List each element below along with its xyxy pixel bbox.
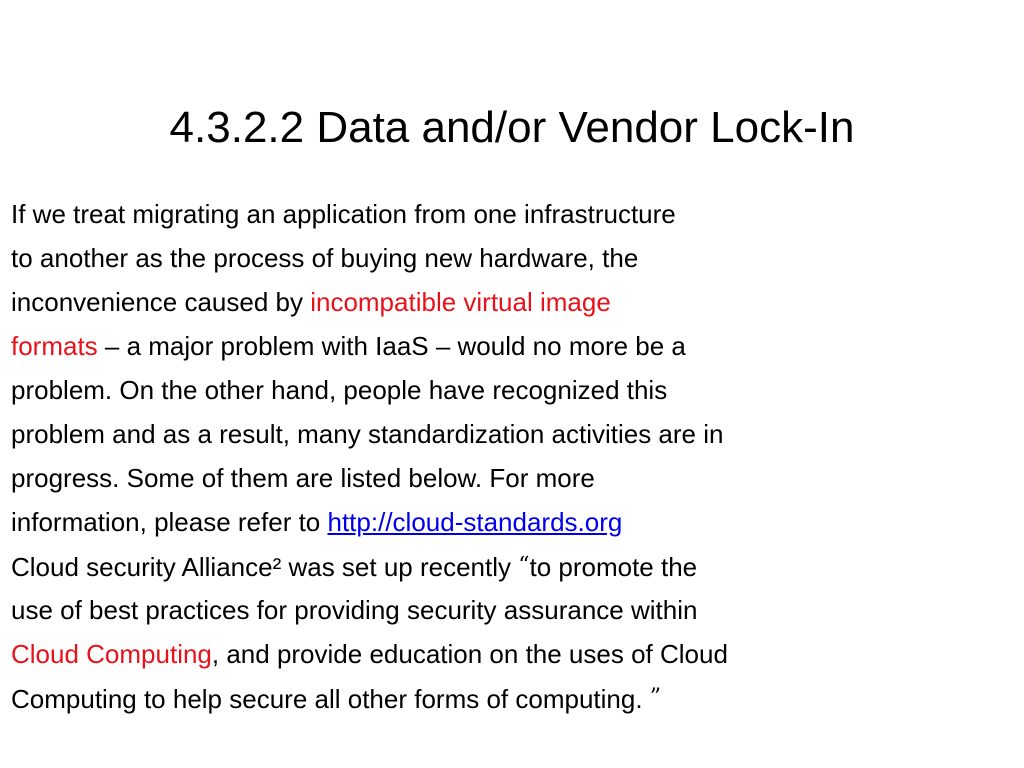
body-text-segment: – a major problem with IaaS – would no more be a [97,331,686,361]
body-text-segment: to promote the [529,552,698,582]
slide-body [11,192,1011,720]
slide-title: 4.3.2.2 Data and/or Vendor Lock-In [169,103,855,153]
body-text-segment: inconvenience caused by [11,287,311,317]
body-line-2: to another as the process of buying new hardware, the [11,243,639,273]
body-text-segment: , and provide education on the uses of Cloud [211,639,728,669]
body-line-12 [11,676,1011,720]
cloud-standards-link[interactable]: http://cloud-standards.org [327,507,623,537]
body-line-5: problem. On the other hand, people have recognized this [11,375,668,405]
body-line-7: progress. Some of them are listed below. For more [11,463,595,493]
body-line-10: use of best practices for providing security assurance within [11,595,698,625]
body-line-3 [11,280,1011,324]
body-line-8 [11,500,1011,544]
body-text-segment: Computing to help secure all other forms of computing. [11,684,650,714]
body-line-4 [11,324,1011,368]
highlight-incompatible-formats: incompatible virtual image [310,287,611,317]
highlight-cloud-computing: Cloud Computing [11,639,212,669]
open-quote: “ [518,553,530,578]
body-line-6: problem and as a result, many standardization activities are in [11,419,724,449]
body-line-11 [11,632,1011,676]
body-line-9 [11,544,1011,588]
body-text-segment: Cloud security Alliance² was set up recently [11,552,519,582]
close-quote: ” [649,685,662,710]
body-line-1: If we treat migrating an application from one infrastructure [11,199,676,229]
highlight-formats: formats [11,331,98,361]
body-text-segment: information, please refer to [11,507,328,537]
